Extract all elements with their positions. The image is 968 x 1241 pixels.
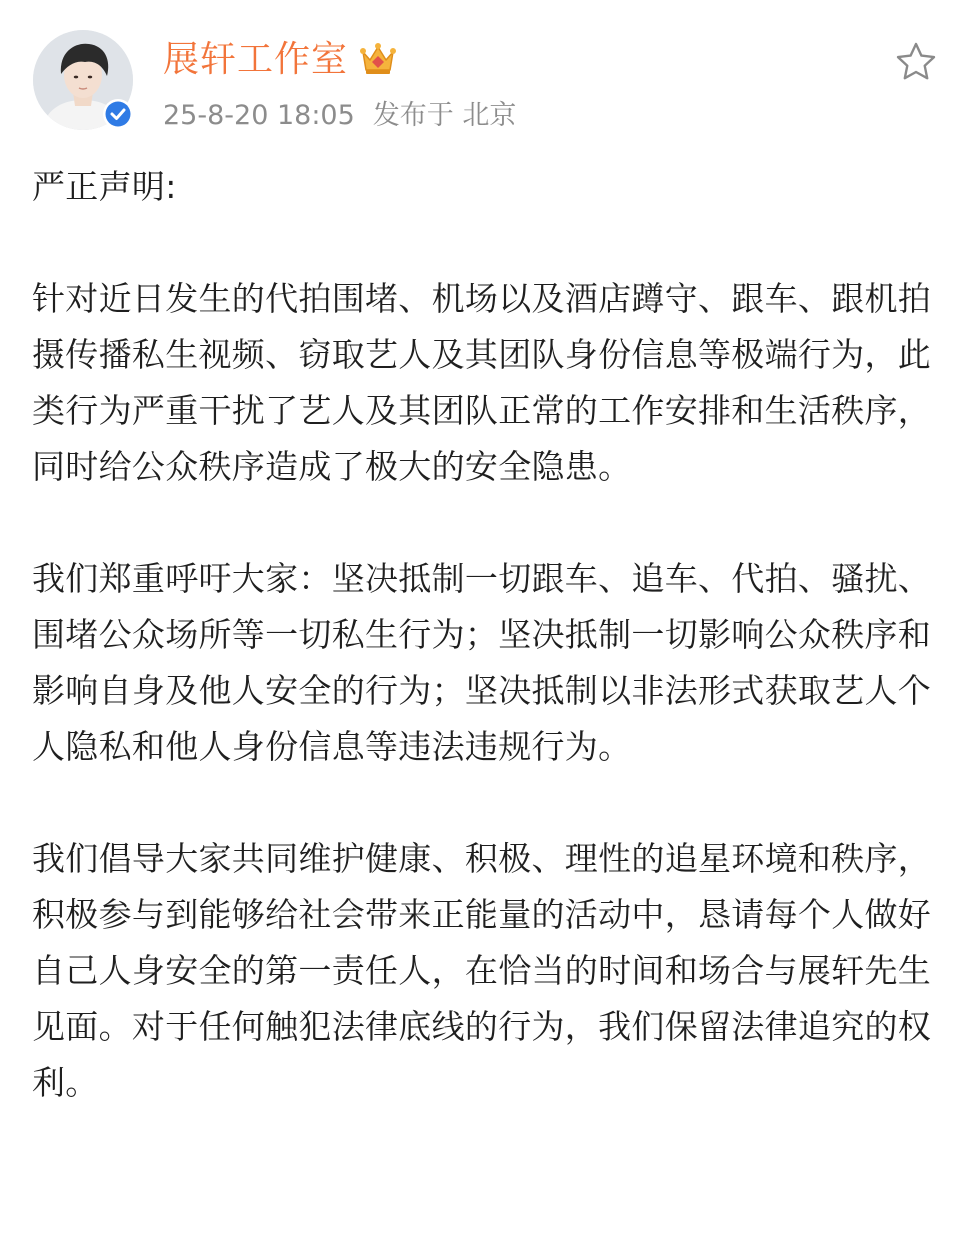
paragraph-gap — [32, 495, 942, 551]
author-name[interactable]: 展轩工作室 — [163, 39, 349, 80]
post-paragraph: 针对近日发生的代拍围堵、机场以及酒店蹲守、跟车、跟机拍摄传播私生视频、窃取艺人及其团队身份信息等极端行为，此类行为严重干扰了艺人及其团队正常的工作安排和生活秩序，同时给公众秩序造成了极大的安全隐患。 — [32, 279, 932, 486]
post-time: 25-8-20 18:05 — [163, 100, 355, 131]
post-paragraph: 我们郑重呼吁大家：坚决抵制一切跟车、追车、代拍、骚扰、围堵公众场所等一切私生行为；坚决抵制一切影响公众秩序和影响自身及他人安全的行为；坚决抵制以非法形式获取艺人个人隐私和他人身份信息等违法违规行为。 — [32, 559, 932, 766]
post-paragraph: 我们倡导大家共同维护健康、积极、理性的追星环境和秩序，积极参与到能够给社会带来正能量的活动中，恳请每个人做好自己人身安全的第一责任人，在恰当的时间和场合与展轩先生见面。对于任何触犯法律底线的行为，我们保留法律追究的权利。 — [32, 839, 932, 1102]
paragraph-gap — [32, 775, 942, 831]
post-meta — [163, 96, 516, 136]
post-title: 严正声明: — [32, 167, 177, 206]
post-header — [0, 0, 968, 150]
paragraph-gap — [32, 215, 942, 271]
star-outline-icon[interactable] — [893, 40, 939, 84]
post-location: 发布于 北京 — [372, 100, 517, 131]
avatar[interactable] — [33, 30, 133, 130]
post-content — [32, 159, 942, 1111]
verified-badge-icon — [102, 98, 134, 130]
crown-icon — [358, 40, 398, 78]
